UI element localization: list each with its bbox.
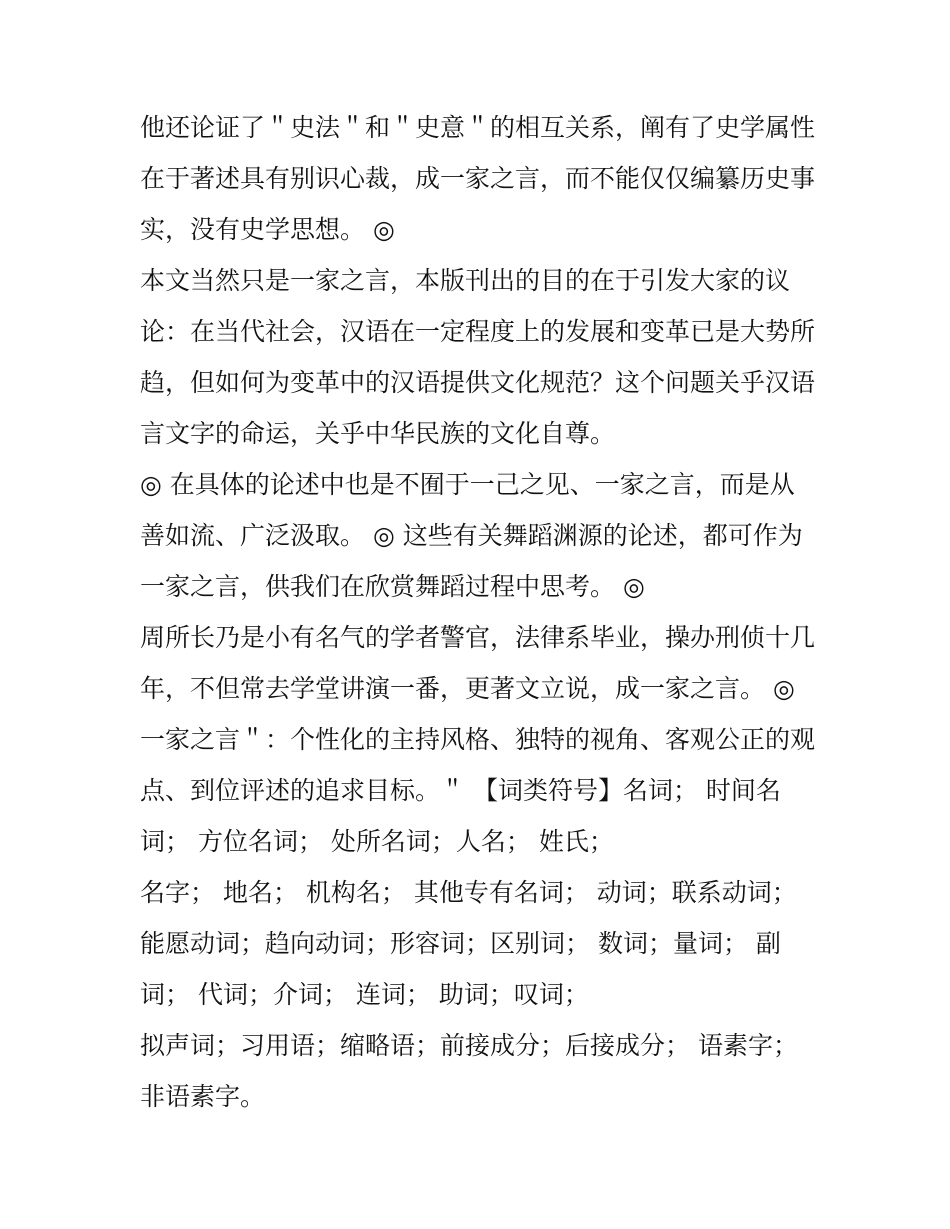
text-line: 拟声词；习用语；缩略语；前接成分；后接成分； 语素字；	[140, 1031, 798, 1060]
text-line: 点、到位评述的追求目标。＂ 【词类符号】名词； 时间名	[140, 776, 781, 805]
text-line: 能愿动词；趋向动词；形容词；区别词； 数词；量词； 副	[140, 929, 781, 958]
text-line: 周所长乃是小有名气的学者警官，法律系毕业，操办刑侦十几	[140, 623, 816, 652]
text-line: 非语素字。	[140, 1082, 266, 1111]
text-line: 一家之言，供我们在欣赏舞蹈过程中思考。 ◎	[140, 572, 645, 601]
text-line: 论：在当代社会，汉语在一定程度上的发展和变革已是大势所	[140, 317, 816, 346]
text-line: 他还论证了＂史法＂和＂史意＂的相互关系，阐有了史学属性	[140, 113, 816, 142]
text-line: 善如流、广泛汲取。 ◎ 这些有关舞蹈渊源的论述，都可作为	[140, 521, 803, 550]
text-line: 言文字的命运，关乎中华民族的文化自尊。	[140, 419, 616, 448]
text-line: 名字； 地名； 机构名； 其他专有名词； 动词；联系动词；	[140, 878, 797, 907]
text-line: 在于著述具有别识心裁，成一家之言，而不能仅仅编纂历史事	[140, 164, 816, 193]
text-line: 本文当然只是一家之言，本版刊出的目的在于引发大家的议	[140, 266, 791, 295]
text-line: 一家之言＂：个性化的主持风格、独特的视角、客观公正的观	[140, 725, 816, 754]
text-line: 趋，但如何为变革中的汉语提供文化规范？这个问题关乎汉语	[140, 368, 816, 397]
text-line: 年，不但常去学堂讲演一番，更著文立说，成一家之言。 ◎	[140, 674, 795, 703]
text-line: 实，没有史学思想。 ◎	[140, 215, 395, 244]
text-line: 词； 代词；介词； 连词； 助词；叹词；	[140, 980, 589, 1009]
text-line: 词； 方位名词； 处所名词；人名； 姓氏；	[140, 827, 614, 856]
text-line: ◎ 在具体的论述中也是不囿于一己之见、一家之言，而是从	[140, 470, 795, 499]
